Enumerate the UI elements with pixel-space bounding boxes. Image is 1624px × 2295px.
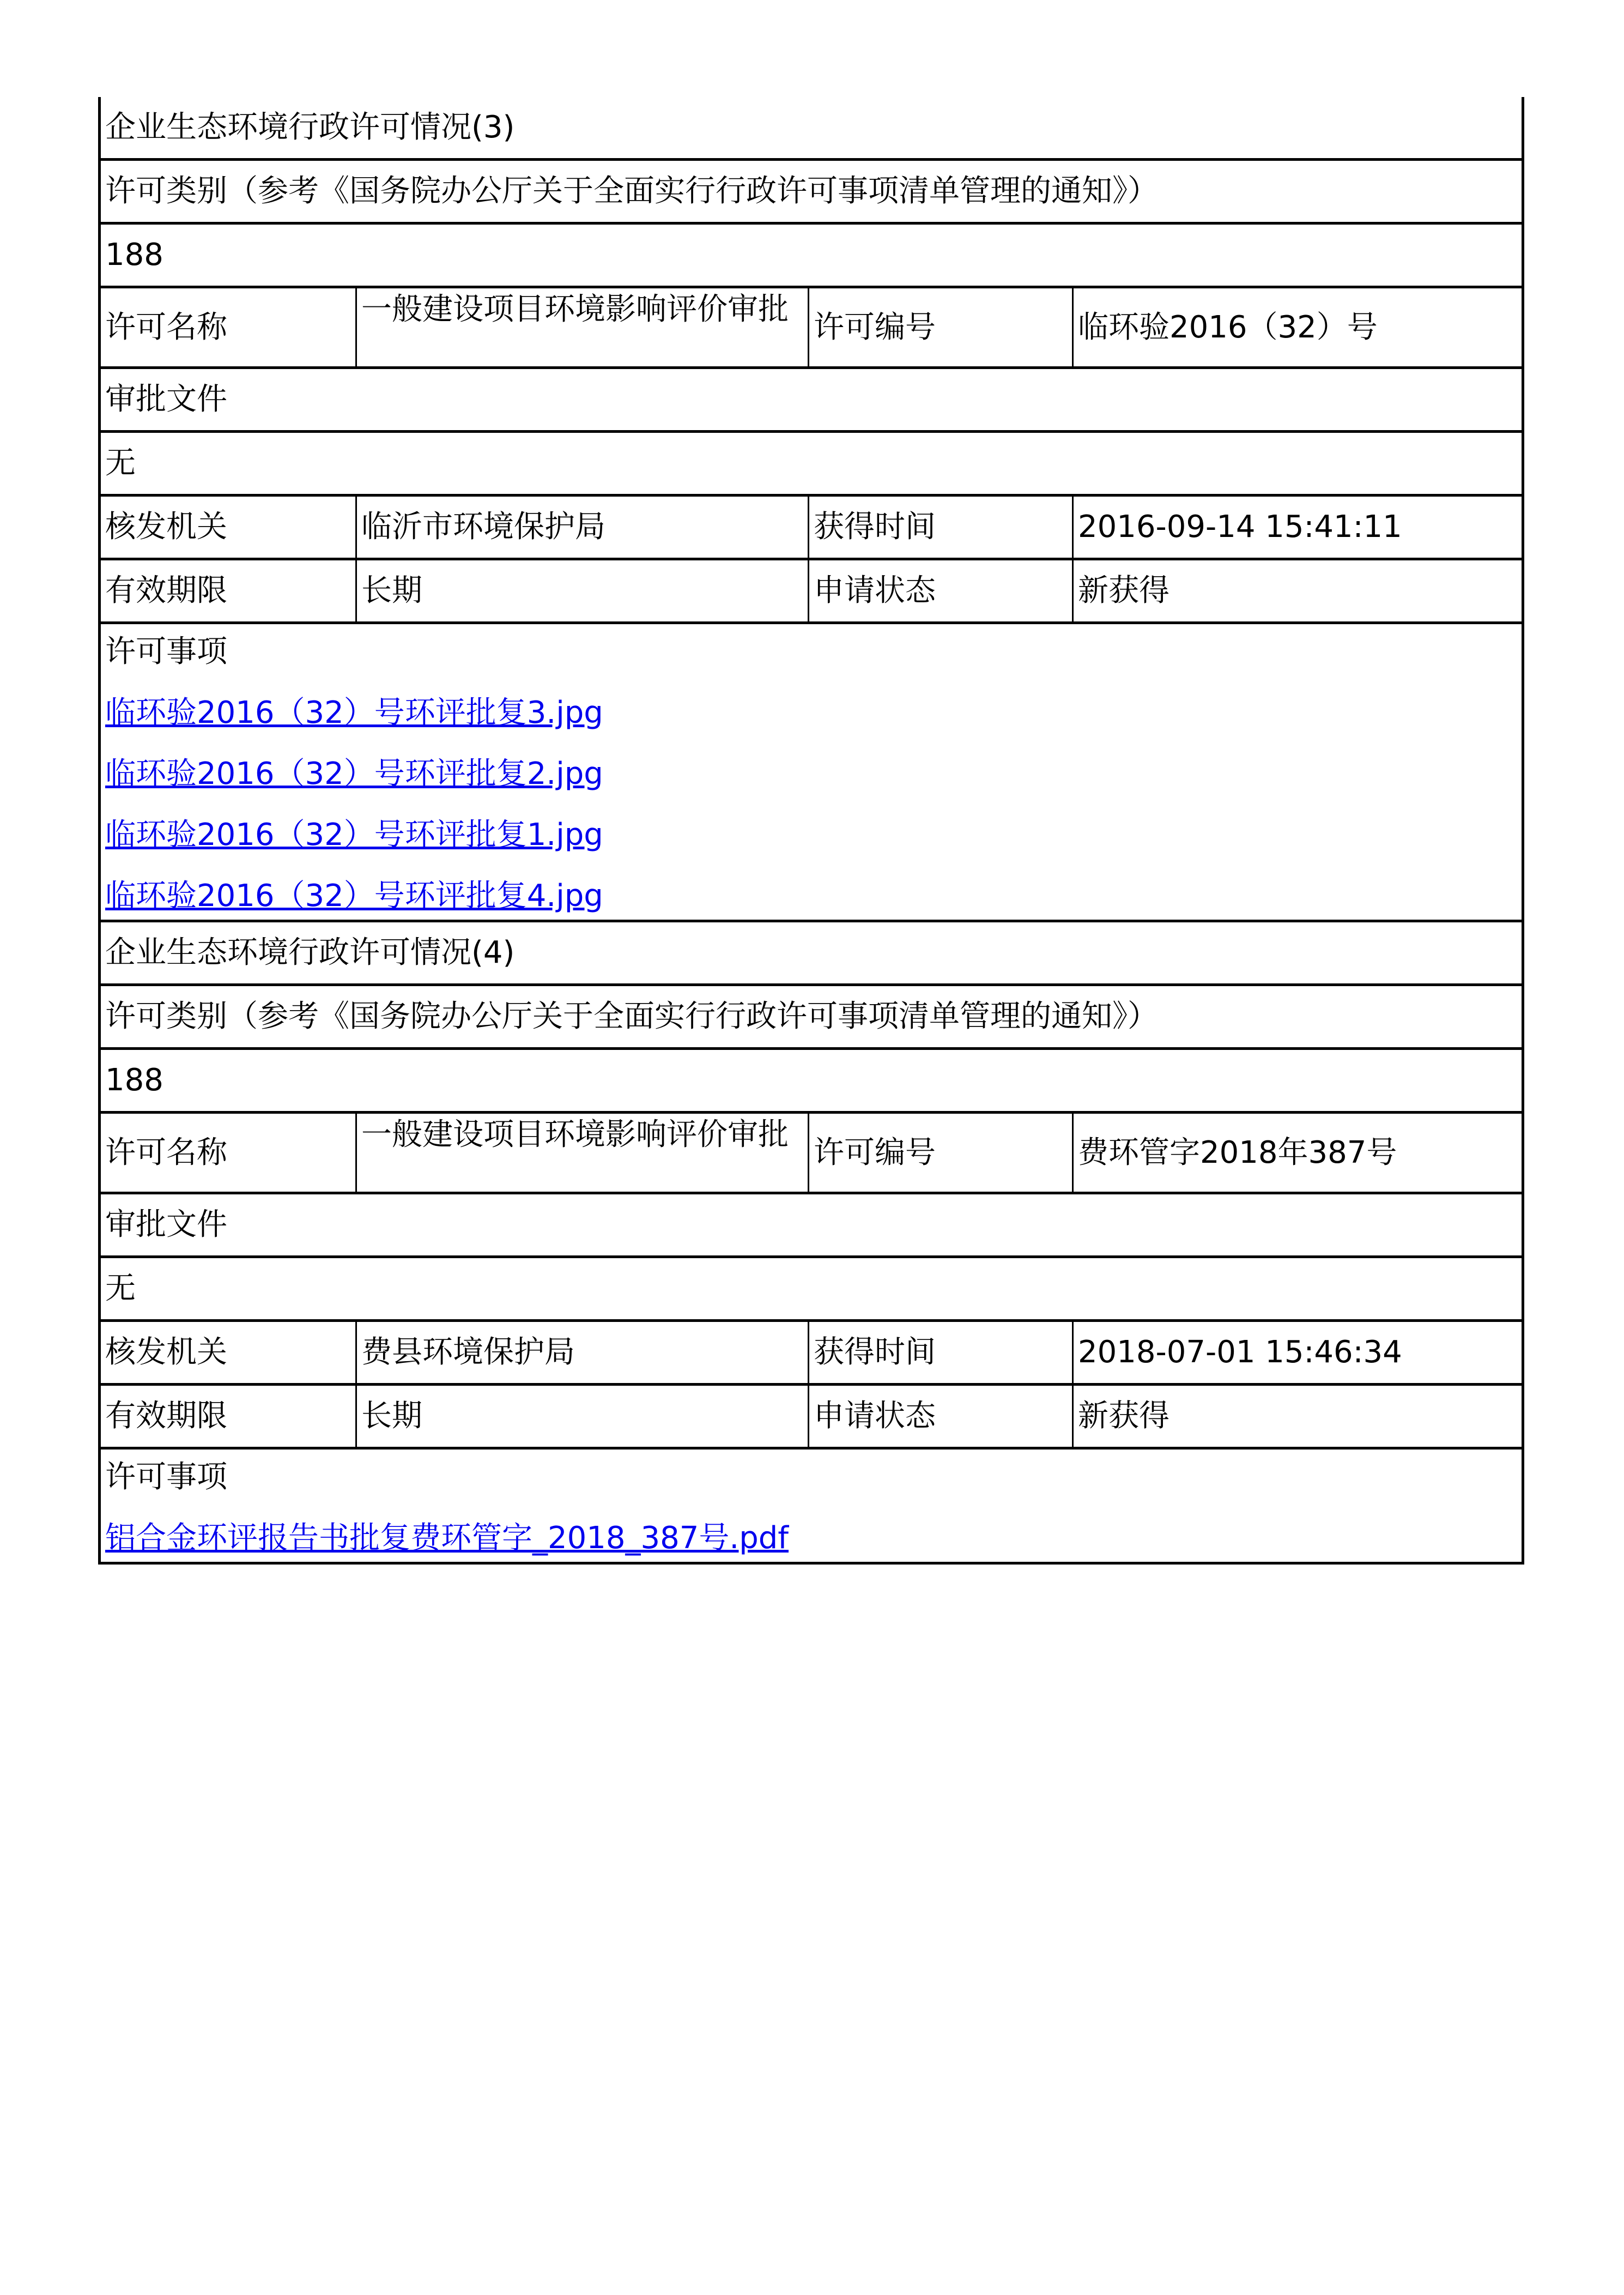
category-value: 188 <box>105 1062 163 1098</box>
permit-no-label: 许可编号 <box>809 288 1074 366</box>
permit-name-row <box>101 286 1522 366</box>
approval-docs-label-row <box>101 366 1522 430</box>
approval-docs-label-row <box>101 1192 1522 1255</box>
validity-label: 有效期限 <box>101 560 357 621</box>
permit-name-label: 许可名称 <box>101 288 357 366</box>
permit-items-row <box>101 621 1522 920</box>
approval-docs-value: 无 <box>105 445 136 481</box>
status-value: 新获得 <box>1078 573 1169 608</box>
category-label-row <box>101 983 1522 1047</box>
issuer-label: 核发机关 <box>101 1322 357 1383</box>
permit-items-label: 许可事项 <box>105 634 227 669</box>
section-title: 企业生态环境行政许可情况(4) <box>105 935 515 970</box>
approval-docs-value-row <box>101 430 1522 494</box>
attachment-link[interactable]: 临环验2016（32）号环评批复4.jpg <box>105 878 603 914</box>
status-label: 申请状态 <box>809 560 1074 621</box>
permit-name-row <box>101 1111 1522 1192</box>
category-label: 许可类别（参考《国务院办公厅关于全面实行行政许可事项清单管理的通知》） <box>105 173 1158 209</box>
validity-value: 长期 <box>357 1386 809 1447</box>
approval-docs-value-row <box>101 1255 1522 1319</box>
permit-no-value: 费环管字2018年387号 <box>1078 1134 1397 1170</box>
status-value: 新获得 <box>1078 1398 1169 1434</box>
validity-row <box>101 1383 1522 1447</box>
attachment-link[interactable]: 临环验2016（32）号环评批复3.jpg <box>105 695 603 730</box>
approval-docs-label: 审批文件 <box>105 382 227 417</box>
obtained-time-value: 2018-07-01 15:46:34 <box>1078 1334 1402 1370</box>
obtained-time-value: 2016-09-14 15:41:11 <box>1078 509 1402 545</box>
permit-name-value: 一般建设项目环境影响评价审批 <box>357 1114 809 1192</box>
permit-items-label: 许可事项 <box>105 1459 227 1495</box>
issuer-row <box>101 494 1522 558</box>
attachment-link[interactable]: 临环验2016（32）号环评批复2.jpg <box>105 756 603 792</box>
status-label: 申请状态 <box>809 1386 1074 1447</box>
permit-items-row <box>101 1447 1522 1562</box>
permit-items <box>101 1450 1522 1562</box>
issuer-value: 临沂市环境保护局 <box>357 497 809 558</box>
validity-value: 长期 <box>357 560 809 621</box>
permit-name-value: 一般建设项目环境影响评价审批 <box>357 288 809 366</box>
category-value-row <box>101 222 1522 286</box>
category-label-row <box>101 158 1522 222</box>
attachment-link[interactable]: 铝合金环评报告书批复费环管字_2018_387号.pdf <box>105 1520 789 1556</box>
category-label: 许可类别（参考《国务院办公厅关于全面实行行政许可事项清单管理的通知》） <box>105 999 1158 1034</box>
permit-items <box>101 624 1522 920</box>
section-title-row <box>101 97 1522 158</box>
section-title: 企业生态环境行政许可情况(3) <box>105 110 515 145</box>
obtained-time-label: 获得时间 <box>809 1322 1074 1383</box>
section-title-row <box>101 920 1522 983</box>
attachment-link[interactable]: 临环验2016（32）号环评批复1.jpg <box>105 817 603 853</box>
issuer-label: 核发机关 <box>101 497 357 558</box>
permit-no-value: 临环验2016（32）号 <box>1078 309 1378 345</box>
category-value-row <box>101 1047 1522 1111</box>
approval-docs-label: 审批文件 <box>105 1207 227 1242</box>
permit-table <box>98 97 1524 1565</box>
approval-docs-value: 无 <box>105 1271 136 1306</box>
obtained-time-label: 获得时间 <box>809 497 1074 558</box>
validity-row <box>101 558 1522 621</box>
category-value: 188 <box>105 237 163 273</box>
permit-name-label: 许可名称 <box>101 1114 357 1192</box>
permit-no-label: 许可编号 <box>809 1114 1074 1192</box>
issuer-value: 费县环境保护局 <box>357 1322 809 1383</box>
validity-label: 有效期限 <box>101 1386 357 1447</box>
issuer-row <box>101 1319 1522 1383</box>
